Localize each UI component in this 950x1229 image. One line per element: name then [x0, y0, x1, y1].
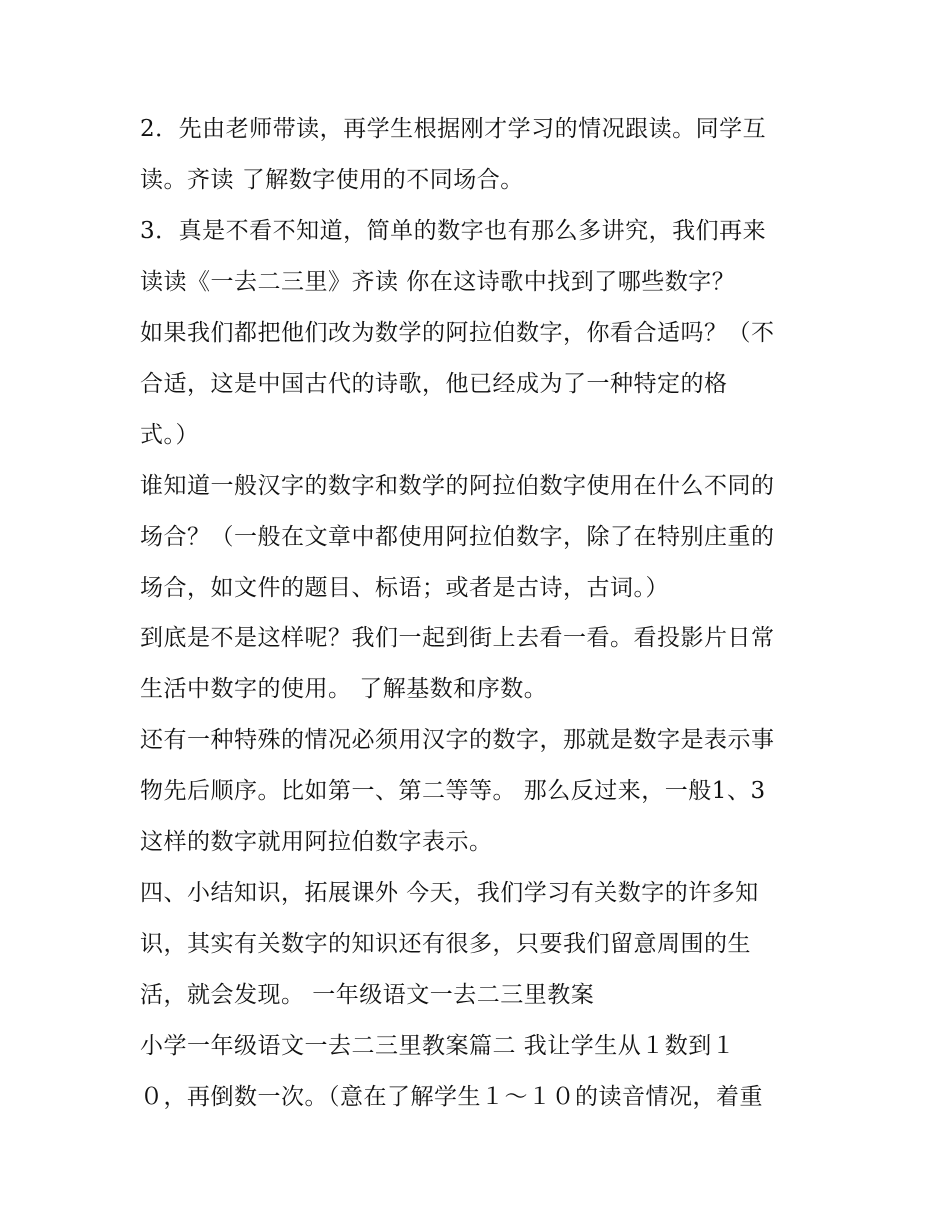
text-line: 2．先由老师带读，再学生根据刚才学习的情况跟读。同学互 [140, 116, 767, 142]
text-line: 活，就会发现。 一年级语文一去二三里教案 [140, 982, 595, 1008]
text-line: 场合，如文件的题目、标语；或者是古诗，古词。） [140, 575, 669, 601]
text-line: 合适，这是中国古代的诗歌，他已经成为了一种特定的格 [140, 371, 728, 397]
text-line: 式。） [140, 422, 199, 448]
text-line: 生活中数字的使用。 了解基数和序数。 [140, 676, 548, 702]
text-line: 四、小结知识，拓展课外 今天，我们学习有关数字的许多知 [140, 880, 759, 906]
text-line: ０，再倒数一次。（意在了解学生１～１０的读音情况，着重 [140, 1084, 763, 1110]
text-line: 读读《一去二三里》齐读 你在这诗歌中找到了哪些数字？ [140, 269, 736, 295]
text-line: 物先后顺序。比如第一、第二等等。 那么反过来，一般1、3 [140, 778, 766, 804]
text-line: 识，其实有关数字的知识还有很多，只要我们留意周围的生 [140, 931, 751, 957]
text-line: 到底是不是这样呢？我们一起到街上去看一看。看投影片日常 [140, 625, 775, 651]
text-line: 读。齐读 了解数字使用的不同场合。 [140, 167, 524, 193]
text-line: 谁知道一般汉字的数字和数学的阿拉伯数字使用在什么不同的 [140, 473, 775, 499]
text-line: 场合？（一般在文章中都使用阿拉伯数字，除了在特别庄重的 [140, 524, 775, 550]
text-line: 如果我们都把他们改为数学的阿拉伯数字，你看合适吗？（不 [140, 320, 775, 346]
text-line: 还有一种特殊的情况必须用汉字的数字，那就是数字是表示事 [140, 727, 775, 753]
text-line: 小学一年级语文一去二三里教案篇二 我让学生从１数到１ [140, 1033, 736, 1059]
text-line: 3．真是不看不知道，简单的数字也有那么多讲究，我们再来 [140, 218, 767, 244]
text-line: 这样的数字就用阿拉伯数字表示。 [140, 829, 493, 855]
